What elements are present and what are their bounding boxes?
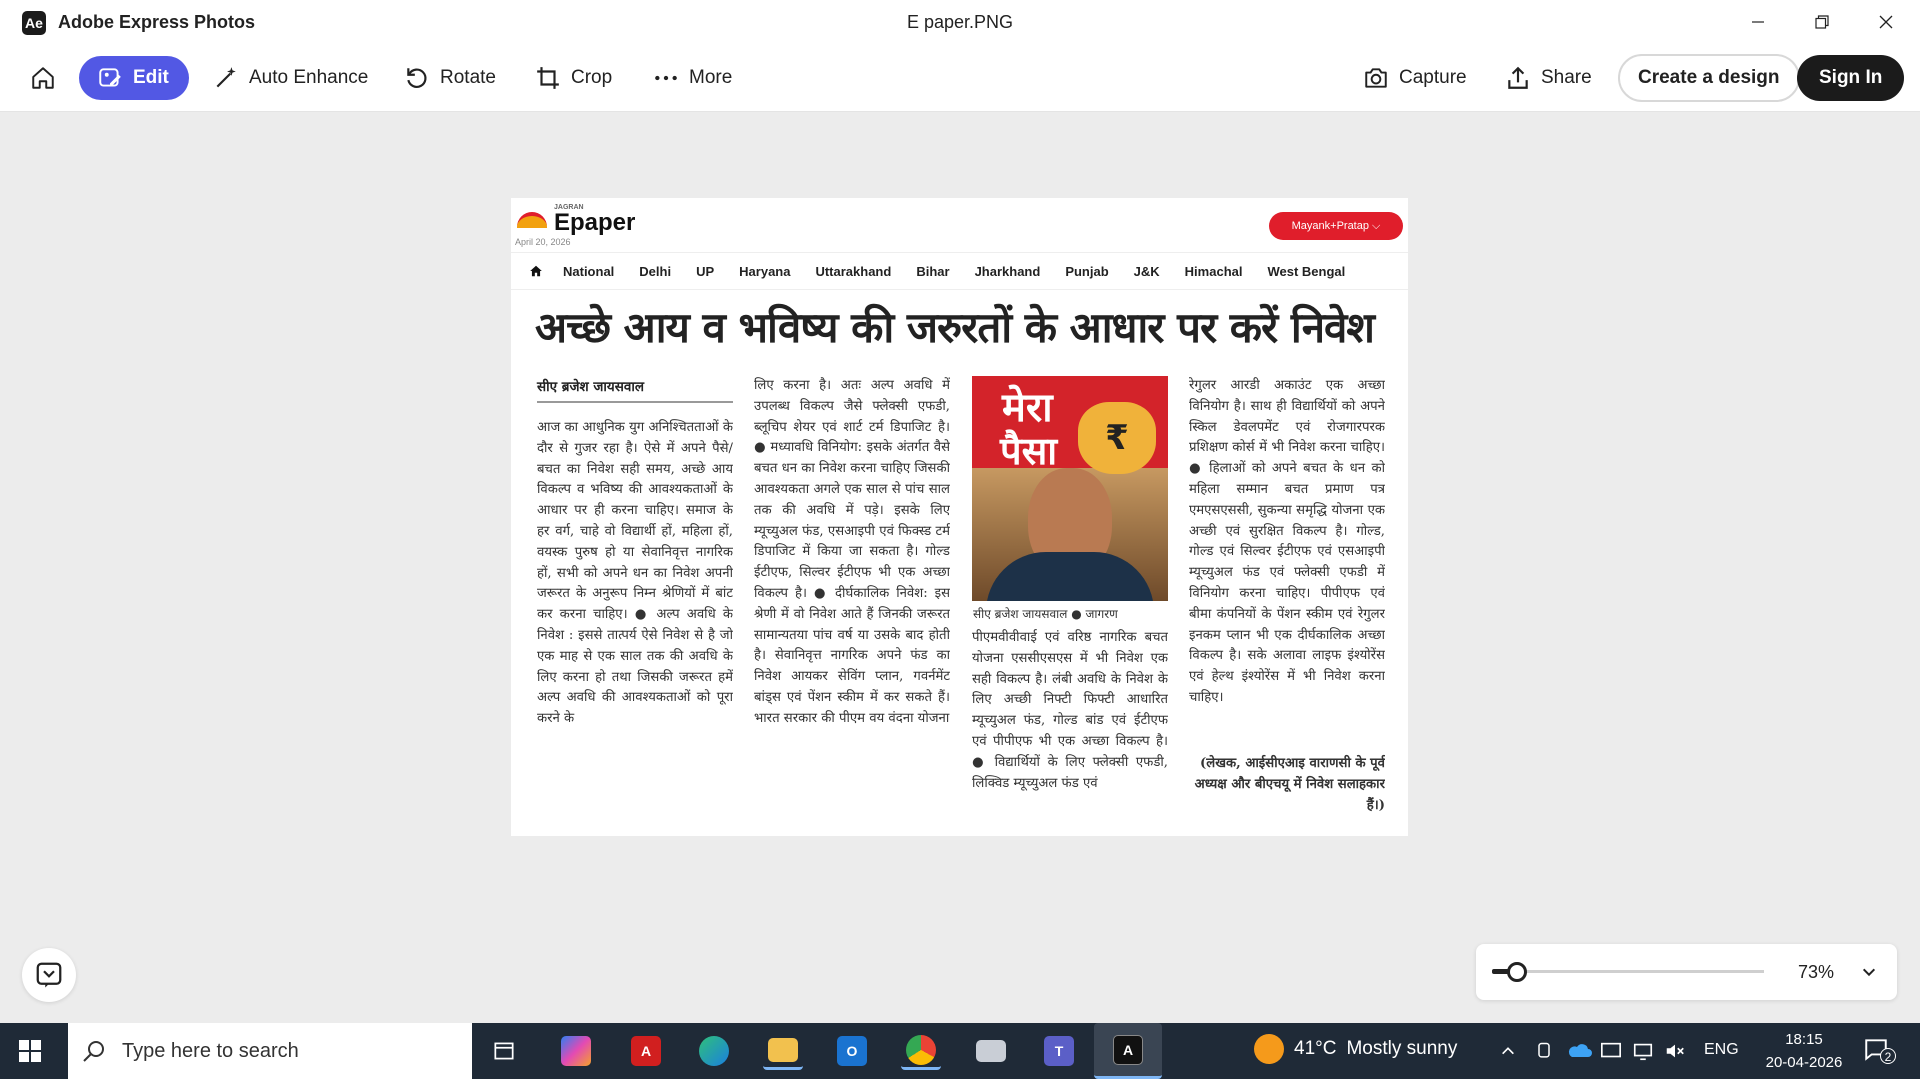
epaper-nav-jk: J&K <box>1133 263 1160 279</box>
epaper-logo-text: Epaper <box>554 209 636 236</box>
sun-icon <box>1254 1034 1284 1064</box>
restore-icon <box>1815 15 1829 29</box>
crop-button[interactable] <box>535 56 612 100</box>
teams-icon[interactable]: T <box>1039 1032 1079 1070</box>
onedrive-icon[interactable] <box>1566 1041 1592 1061</box>
capture-button[interactable] <box>1363 56 1467 100</box>
weather-widget[interactable] <box>1254 1034 1457 1064</box>
chrome-icon[interactable] <box>901 1032 941 1070</box>
more-label: More <box>689 67 733 88</box>
crop-label: Crop <box>571 67 613 88</box>
auto-enhance-button[interactable] <box>213 56 368 100</box>
epaper-nav-bihar: Bihar <box>916 263 950 279</box>
image-canvas[interactable] <box>511 198 1408 836</box>
more-icon <box>653 65 679 91</box>
crop-icon <box>535 65 561 91</box>
author-suit <box>986 552 1154 601</box>
epaper-nav-west-bengal: West Bengal <box>1267 263 1346 279</box>
edit-label: Edit <box>133 67 169 88</box>
epaper-user-button: Mayank+Pratap ⌵ <box>1269 212 1403 240</box>
zoom-slider-thumb[interactable] <box>1507 962 1527 982</box>
photo-title-mera: मेरा <box>1002 385 1053 431</box>
epaper-nav-himachal: Himachal <box>1184 263 1243 279</box>
adobe-express-icon[interactable]: A <box>1094 1023 1162 1079</box>
article-column-3: पीएमवीवीवाई एवं वरिष्ठ नागरिक बचत योजना एससीएसएस में भी निवेश एक सही विकल्प है। लंबी अवधि के निवेश के लिए अच्छी निफ्टी फिफ्टी आधारित म्यूच्युअल फंड, गोल्ड बांड एवं ईटीएफ एवं पीपीएफ भी एक अच्छा विकल्प है। ● विद्यार्थियों के लिए फ्लेक्सी एफडी, लिक्विड म्यूच्युअल फंड एवं <box>972 630 1168 791</box>
app-title: Adobe Express Photos <box>58 12 256 32</box>
title-bar <box>0 0 1920 44</box>
magic-wand-icon <box>213 65 239 91</box>
close-button[interactable] <box>1864 6 1908 38</box>
edit-image-icon <box>97 65 123 91</box>
outlook-icon[interactable]: O <box>832 1032 872 1070</box>
epaper-nav-national: National <box>563 263 615 279</box>
sign-in-button[interactable]: Sign In <box>1797 55 1904 101</box>
clock-date: 20-04-2026 <box>1765 1054 1843 1071</box>
copilot-icon[interactable] <box>556 1032 596 1070</box>
chevron-down-icon[interactable] <box>1861 964 1877 980</box>
search-icon <box>82 1039 106 1063</box>
share-icon <box>1505 65 1531 91</box>
minimize-button[interactable] <box>1736 6 1780 38</box>
weather-condition: Mostly sunny <box>1346 1038 1458 1059</box>
auto-enhance-label: Auto Enhance <box>249 67 369 88</box>
camera-icon <box>1363 65 1389 91</box>
adobe-express-icon: Ae <box>22 11 46 35</box>
network-icon[interactable] <box>1632 1040 1654 1062</box>
home-icon <box>529 264 543 278</box>
task-view-icon[interactable] <box>484 1032 524 1070</box>
volume-muted-icon[interactable] <box>1664 1040 1686 1062</box>
minimize-icon <box>1751 15 1765 29</box>
epaper-jagran-label: JAGRAN <box>554 204 584 211</box>
epaper-header <box>511 198 1408 250</box>
toolbar <box>0 44 1920 112</box>
file-explorer-icon[interactable] <box>763 1032 803 1070</box>
windows-start-icon[interactable] <box>18 1039 42 1063</box>
rotate-button[interactable] <box>404 56 496 100</box>
article-column-4: रेगुलर आरडी अकाउंट एक अच्छा विनियोग है। साथ ही विद्यार्थियों को अपने स्किल डेवलपमेंट एवं रोजगारपरक प्रशिक्षण कोर्स में भी निवेश करना चाहिए। ● हिलाओं को अपने बचत के धन को महिला सम्मान बचत प्रमाण पत्र एमएसएससी, सुकन्या समृद्धि योजना एक अच्छी एवं सुरक्षित विकल्प है। गोल्ड, गोल्ड एवं सिल्वर ईटीएफ एवं एसआइपी म्यूच्युअल फंड एवं फ्लेक्सी एफडी में विनियोग करना चाहिए। पीपीएफ एवं बीमा कंपनियों के पेंशन स्कीम एवं रेगुलर इनकम प्लान भी एक दीर्घकालिक अच्छा विकल्प है। सके अलावा लाइफ इंश्योरेंस एवं हेल्थ इंश्योरेंस में भी निवेश करना चाहिए। <box>1189 378 1385 705</box>
money-bag-icon: ₹ <box>1078 402 1156 474</box>
close-icon <box>1879 15 1893 29</box>
epaper-date: April 20, 2026 <box>515 237 571 247</box>
share-button[interactable] <box>1505 56 1592 100</box>
feedback-button[interactable] <box>22 948 76 1002</box>
epaper-nav-uttarakhand: Uttarakhand <box>815 263 892 279</box>
author-note: (लेखक, आईसीएआइ वाराणसी के पूर्व अध्यक्ष और बीएचयू में निवेश सलाहकार हैं।) <box>1194 756 1385 813</box>
feedback-icon <box>34 960 64 990</box>
home-icon <box>30 65 56 91</box>
capture-label: Capture <box>1399 67 1467 88</box>
epaper-nav <box>511 252 1408 290</box>
acrobat-icon[interactable]: A <box>626 1032 666 1070</box>
epaper-nav-haryana: Haryana <box>739 263 791 279</box>
edit-button[interactable] <box>79 56 189 100</box>
taskbar-search[interactable] <box>68 1023 472 1079</box>
search-placeholder: Type here to search <box>122 1039 299 1062</box>
clock[interactable] <box>1754 1028 1854 1074</box>
share-label: Share <box>1541 67 1592 88</box>
restore-button[interactable] <box>1800 6 1844 38</box>
article-column-2: लिए करना है। अतः अल्प अवधि में उपलब्ध विकल्प जैसे फ्लेक्सी एफडी, ब्लूचिप शेयर एवं शार्ट टर्म डिपाजिट है। ● मध्यावधि विनियोग: इसके अंतर्गत वैसे बचत धन का निवेश करना चाहिए जिसकी आवश्यकता अगले एक साल से पांच साल तक की अवधि में पड़े। इसके लिए म्यूच्युअल फंड, एसआइपी एवं फिक्स्ड टर्म डिपाजिट में किया जा सकता है। गोल्ड ईटीएफ, सिल्वर ईटीएफ भी एक अच्छा विकल्प है। ● दीर्घकालिक निवेश: इस श्रेणी में वो निवेश आते हैं जिनकी जरूरत सामान्यतया पांच वर्ष या उसके बाद होती है। सेवानिवृत्त नागरिक अपने फंड का निवेश आयकर सेविंग प्लान, गवर्नमेंट बांड्स एवं पेंशन स्कीम में कर सकते हैं। भारत सरकार की पीएम वय वंदना योजना <box>754 378 950 726</box>
printer-icon[interactable] <box>971 1032 1011 1070</box>
create-design-button[interactable]: Create a design <box>1618 54 1800 102</box>
notification-button[interactable] <box>1862 1036 1896 1066</box>
article-column-1: आज का आधुनिक युग अनिश्चितताओं के दौर से गुजर रहा है। ऐसे में अपने पैसे/बचत का निवेश सही समय, अच्छे आय विकल्प व भविष्य की आवश्यकताओं के आधार पर ही करना चाहिए। समाज के हर वर्ग, चाहे वो विद्यार्थी हों, महिला हों, वयस्क पुरुष हो या सेवानिवृत्त नागरिक हों, सभी को अपने धन का निवेश अपनी जरूरत के अनुरूप निम्न श्रेणियों में बांट कर करना चाहिए। ● अल्प अवधि के निवेश : इससे तात्पर्य ऐसे निवेश से है जो एक माह से एक साल तक की अवधि के लिए करना हो तथा जिसकी जरूरत हमें अल्प अवधि की आवश्यकताओं को पूरा करने के <box>537 420 733 727</box>
zoom-slider-track[interactable] <box>1492 970 1764 973</box>
meet-now-icon[interactable] <box>1534 1040 1554 1062</box>
epaper-nav-jharkhand: Jharkhand <box>974 263 1041 279</box>
zoom-value: 73% <box>1798 962 1835 982</box>
more-button[interactable] <box>653 56 732 100</box>
article-byline: सीए ब्रजेश जायसवाल <box>537 377 733 403</box>
home-button[interactable] <box>30 56 56 100</box>
file-title: E paper.PNG <box>906 12 1014 32</box>
clock-time: 18:15 <box>1785 1031 1823 1048</box>
language-indicator[interactable]: ENG <box>1704 1041 1739 1058</box>
epaper-nav-delhi: Delhi <box>639 263 672 279</box>
mera-paisa-photo <box>972 376 1168 601</box>
weather-temp: 41°C <box>1294 1038 1337 1059</box>
epaper-nav-punjab: Punjab <box>1065 263 1109 279</box>
photo-caption: सीए ब्रजेश जायसवाल ● जागरण <box>973 607 1118 621</box>
rotate-label: Rotate <box>440 67 496 88</box>
rotate-icon <box>404 65 430 91</box>
taskbar <box>0 1023 1920 1079</box>
epaper-nav-up: UP <box>696 263 715 279</box>
display-icon[interactable] <box>1600 1040 1622 1062</box>
chevron-up-icon[interactable] <box>1500 1043 1516 1059</box>
jagran-sun-logo-icon <box>517 212 547 228</box>
notification-badge: 2 <box>1880 1048 1896 1064</box>
zoom-panel <box>1476 944 1897 1000</box>
photo-title-paisa: पैसा <box>1000 429 1058 473</box>
edge-icon[interactable] <box>694 1032 734 1070</box>
article-headline: अच्छे आय व भविष्य की जरुरतों के आधार पर करें निवेश <box>535 303 1374 352</box>
